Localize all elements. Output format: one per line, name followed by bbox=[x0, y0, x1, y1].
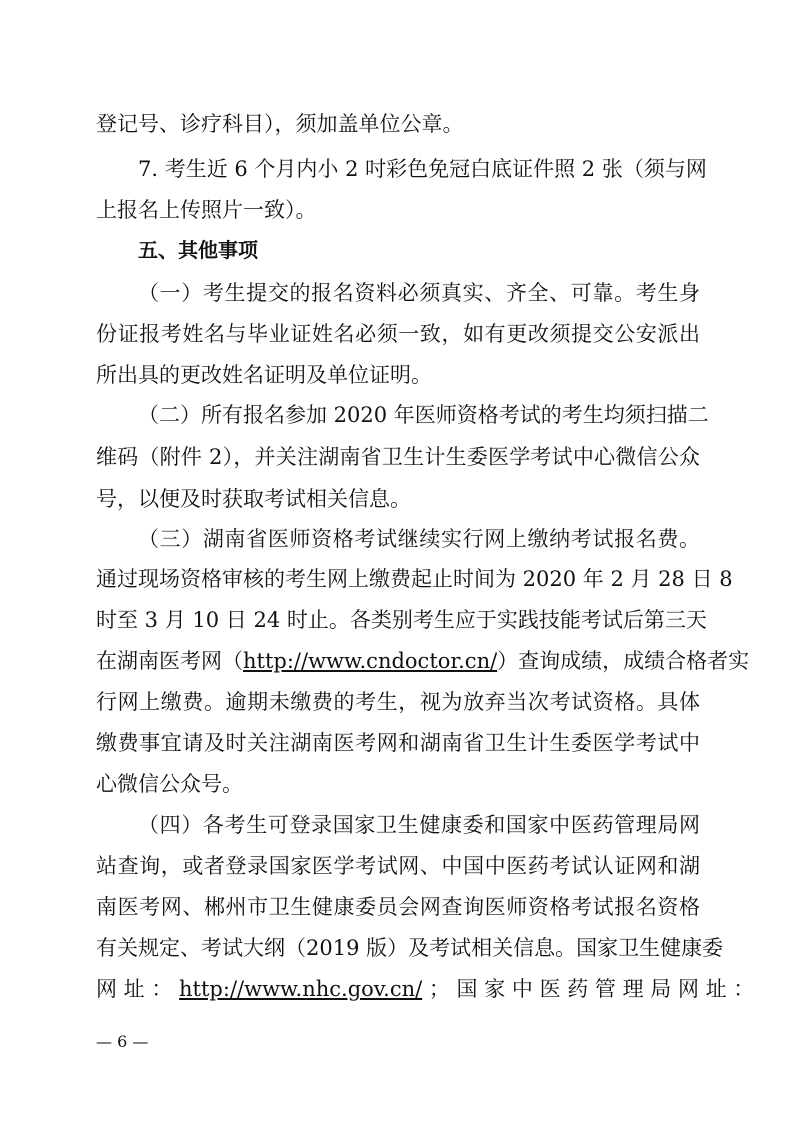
nhc-link[interactable]: http://www.nhc.gov.cn/ bbox=[179, 977, 423, 1001]
item-four-line-1: （四）各考生可登录国家卫生健康委和国家中医药管理局网 bbox=[138, 813, 700, 837]
item-one-line-3: 所出具的更改姓名证明及单位证明。 bbox=[96, 363, 432, 387]
item-one-line-1: （一）考生提交的报名资料必须真实、齐全、可靠。考生身 bbox=[138, 281, 700, 305]
item-three-line-3: 时至 3 月 10 日 24 时止。各类别考生应于实践技能考试后第三天 bbox=[96, 608, 707, 632]
item-three-line-2: 通过现场资格审核的考生网上缴费起止时间为 2020 年 2 月 28 日 8 bbox=[96, 567, 733, 591]
item-four-line-5-text-end: ； 国 家 中 医 药 管 理 局 网 址 ： bbox=[422, 977, 755, 1001]
cndoctor-link[interactable]: http://www.cndoctor.cn/ bbox=[243, 649, 498, 673]
item-7-line-2: 上报名上传照片一致）。 bbox=[96, 198, 317, 222]
item-three-line-6: 缴费事宜请及时关注湖南医考网和湖南省卫生计生委医学考试中 bbox=[96, 731, 700, 755]
paragraph-text: 登记号、诊疗科目），须加盖单位公章。 bbox=[96, 112, 464, 136]
item-three-line-7: 心微信公众号。 bbox=[96, 772, 243, 796]
item-two-line-1: （二）所有报名参加 2020 年医师资格考试的考生均须扫描二 bbox=[138, 403, 709, 427]
item-three-line-5: 行网上缴费。逾期未缴费的考生，视为放弃当次考试资格。具体 bbox=[96, 690, 700, 714]
item-two-line-2: 维码（附件 2），并关注湖南省卫生计生委医学考试中心微信公众 bbox=[96, 445, 700, 469]
item-four-line-2: 站查询，或者登录国家医学考试网、中国中医药考试认证网和湖 bbox=[96, 854, 700, 878]
item-three-line-4-text-end: ）查询成绩，成绩合格者实 bbox=[497, 649, 750, 673]
item-7-line-1: 7. 考生近 6 个月内小 2 吋彩色免冠白底证件照 2 张（须与网 bbox=[138, 157, 707, 181]
item-three-line-1: （三）湖南省医师资格考试继续实行网上缴纳考试报名费。 bbox=[138, 527, 700, 551]
item-two-line-3: 号，以便及时获取考试相关信息。 bbox=[96, 487, 411, 511]
page-number: — 6 — bbox=[96, 1032, 149, 1051]
item-four-line-5-text: 网 址 ： bbox=[96, 977, 180, 1001]
item-four-line-3: 南医考网、郴州市卫生健康委员会网查询医师资格考试报名资格 bbox=[96, 895, 700, 919]
item-four-line-4: 有关规定、考试大纲（2019 版）及考试相关信息。国家卫生健康委 bbox=[96, 936, 724, 960]
item-three-line-4-text: 在湖南医考网（ bbox=[96, 649, 243, 673]
section-heading: 五、其他事项 bbox=[138, 238, 258, 262]
item-four-line-5 bbox=[96, 969, 755, 1009]
item-one-line-2: 份证报考姓名与毕业证姓名必须一致，如有更改须提交公安派出 bbox=[96, 322, 700, 346]
item-three-line-4 bbox=[96, 641, 750, 681]
